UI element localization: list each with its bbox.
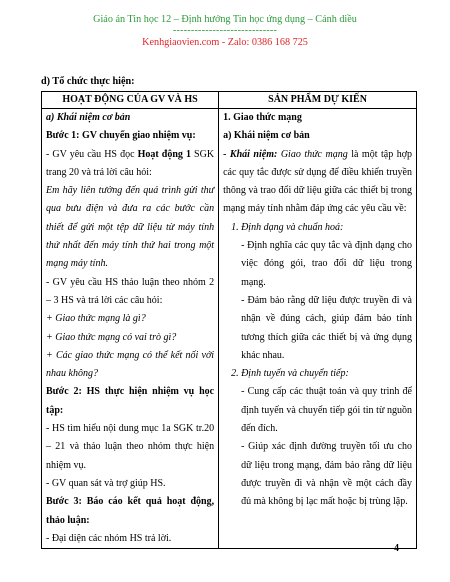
heading-network-protocol: 1. Giao thức mạng: [223, 112, 302, 123]
document-header-title: Giáo án Tin học 12 – Định hướng Tin học ứng dụng – Cánh diều: [93, 14, 357, 25]
item-1-bullet-2: - Đảm bảo rằng dữ liệu được truyền đi và nhận về đúng cách, giúp đảm bảo tính tương thích giữa các thiết bị và ứng dụng khác nhau.: [241, 294, 412, 361]
subsection-title: a) Khái niệm cơ bản: [46, 112, 131, 123]
item-2-bullet-1: - Cung cấp các thuật toán và quy trình để định tuyến và chuyển tiếp gói tin từ nguồn đến đích.: [241, 386, 412, 435]
col-header-activities: HOẠT ĐỘNG CỦA GV VÀ HS: [42, 92, 219, 109]
section-title: d) Tổ chức thực hiện:: [41, 76, 135, 87]
page-number: 4: [394, 543, 399, 554]
item-1-title: 1. Định dạng và chuẩn hoá:: [231, 221, 344, 233]
step1-title: Bước 1: GV chuyển giao nhiệm vụ:: [46, 130, 196, 142]
col-header-products: SẢN PHẨM DỰ KIẾN: [219, 92, 417, 109]
question-3: + Các giao thức mạng có thể kết nối với nhau không?: [46, 349, 215, 380]
definition: - Khái niệm: Giao thức mạng là một tập hợp các quy tắc được sử dụng để điều khiển truyền thông và trao đổi dữ liệu giữa các thiết bị trong mạng máy tính nhằm đáp ứng các yêu cầu về:: [223, 148, 412, 215]
step2-title: Bước 2: HS thực hiện nhiệm vụ học tập:: [46, 386, 215, 416]
step3-task: - Đại diện các nhóm HS trả lời.: [46, 532, 172, 544]
header-contact: Kenhgiaovien.com - Zalo: 0386 168 725: [142, 37, 308, 48]
question-2: + Giao thức mạng có vai trò gì?: [46, 331, 177, 343]
expected-products: [219, 109, 417, 549]
step2-task: - HS tìm hiểu nội dung mục 1a SGK tr.20 – 21 và thảo luận theo nhóm thực hiện nhiệm vụ.: [46, 423, 215, 471]
header-divider: -----------------------------: [172, 25, 278, 36]
activity-table: [41, 91, 417, 549]
heading-basic-concepts: a) Khái niệm cơ bản: [223, 130, 310, 142]
table-row: [42, 109, 417, 549]
step1-question: Em hãy liên tưởng đến quá trình gửi thư qua bưu điện và đưa ra các bước cần thiết để gửi một tệp dữ liệu từ máy tính thứ nhất đến máy tính thứ hai trong một mạng máy tính.: [46, 185, 215, 270]
step1-group-task: - GV yêu cầu HS thảo luận theo nhóm 2 – 3 HS và trả lời các câu hỏi:: [46, 276, 215, 306]
table-header-row: [42, 92, 417, 109]
item-2-bullet-2: - Giúp xác định đường truyền tối ưu cho dữ liệu trong mạng, đảm bảo rằng dữ liệu được truyền đi và nhận về một cách đầy đủ mà không bị lạc mất hoặc bị trùng lặp.: [241, 441, 412, 508]
step2-observe: - GV quan sát và trợ giúp HS.: [46, 477, 166, 489]
step1-instruction: - GV yêu cầu HS đọc Hoạt động 1 SGK trang 20 và trả lời câu hỏi:: [46, 148, 215, 178]
item-2-title: 2. Định tuyến và chuyển tiếp:: [231, 368, 349, 380]
step3-title: Bước 3: Báo cáo kết quả hoạt động, thảo luận:: [46, 496, 215, 526]
teacher-student-activities: [42, 109, 219, 549]
item-1-bullet-1: - Định nghĩa các quy tắc và định dạng cho việc đóng gói, trao đổi dữ liệu trong mạng.: [241, 240, 412, 288]
question-1: + Giao thức mạng là gì?: [46, 313, 146, 325]
